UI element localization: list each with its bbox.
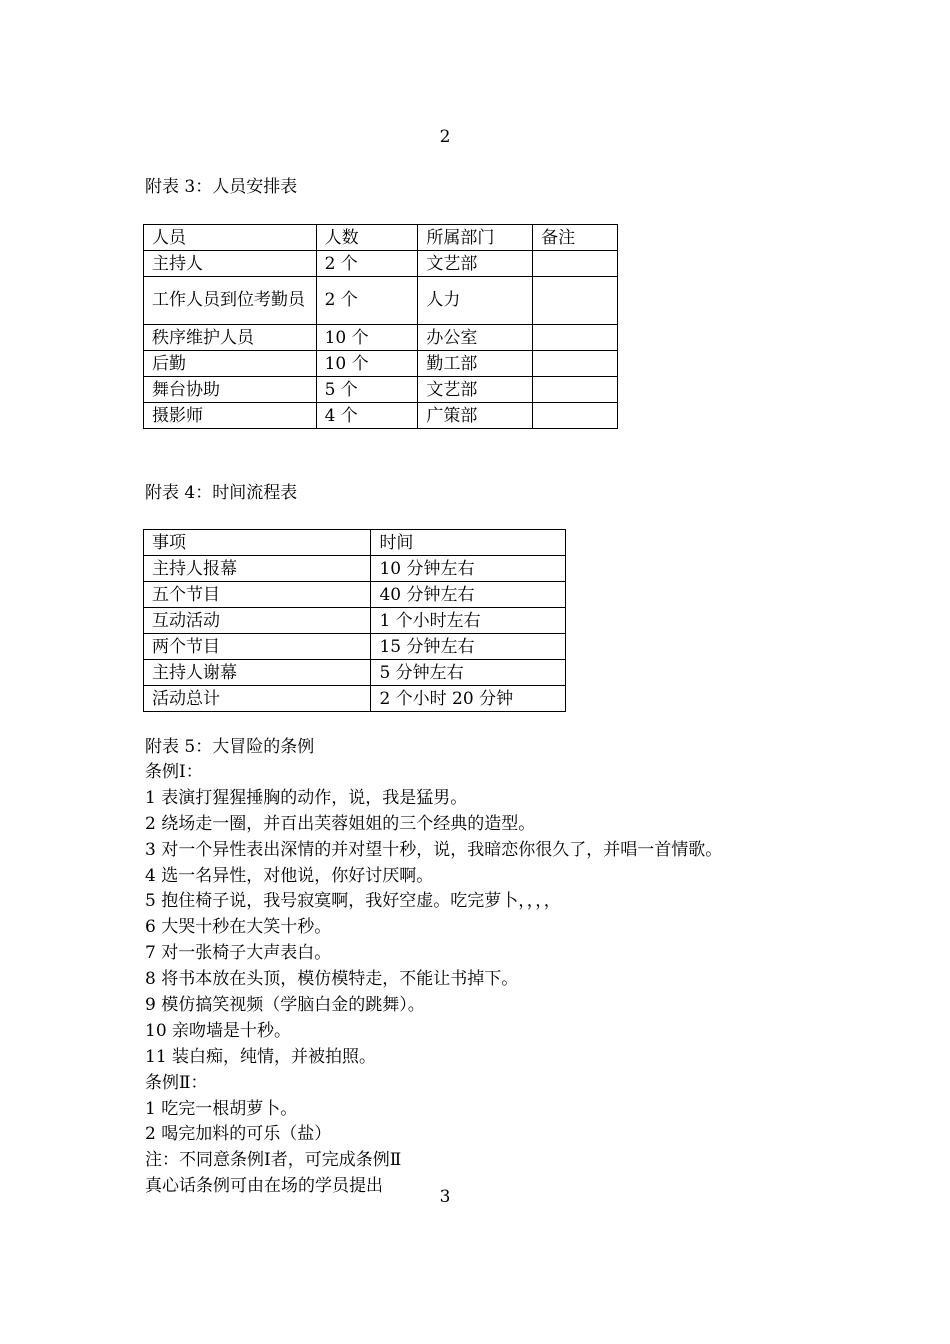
time-schedule-table [143,529,566,712]
rule-line: 6 大哭十秒在大笑十秒。 [145,917,332,938]
table-cell [533,277,618,325]
table-cell: 摄影师 [144,403,317,429]
table-cell: 2 个小时 20 分钟 [371,686,566,712]
table-cell: 广策部 [418,403,533,429]
table-cell: 主持人谢幕 [144,660,371,686]
staff-arrangement-table [143,224,618,429]
table-cell: 后勤 [144,351,317,377]
table5-caption: 附表 5：大冒险的条例 [145,737,315,757]
table-header-row [144,225,618,251]
table-cell [533,403,618,429]
table-cell: 10 个 [316,351,418,377]
table-cell: 文艺部 [418,251,533,277]
table-row [144,686,566,712]
table-row [144,660,566,686]
rule-line: 7 对一张椅子大声表白。 [145,943,332,964]
header-cell: 事项 [144,530,371,556]
table-cell: 4 个 [316,403,418,429]
rule-line: 4 选一名异性，对他说，你好讨厌啊。 [145,865,434,886]
table-cell: 5 个 [316,377,418,403]
page-number-top: 2 [439,127,451,147]
table-cell [533,325,618,351]
rule-line: 1 吃完一根胡萝卜。 [145,1098,298,1119]
table-cell: 10 分钟左右 [371,556,566,582]
rule-line: 3 对一个异性表出深情的并对望十秒，说，我暗恋你很久了，并唱一首情歌。 [145,839,723,860]
table-cell: 办公室 [418,325,533,351]
header-cell: 人数 [316,225,418,251]
table-row [144,608,566,634]
table-cell: 5 分钟左右 [371,660,566,686]
rule-line: 2 绕场走一圈，并百出芙蓉姐姐的三个经典的造型。 [145,813,536,834]
header-cell: 时间 [371,530,566,556]
dare-rules-list [145,760,722,1200]
table-cell: 40 分钟左右 [371,582,566,608]
table-cell: 人力 [418,277,533,325]
table-cell: 文艺部 [418,377,533,403]
rule-line: 条例Ⅰ： [145,762,203,782]
rule-line: 真心话条例可由在场的学员提出 [145,1176,383,1197]
table-row [144,556,566,582]
table-cell: 1 个小时左右 [371,608,566,634]
table-row [144,377,618,403]
table-cell: 15 分钟左右 [371,634,566,660]
table-row [144,277,618,325]
table-cell: 活动总计 [144,686,371,712]
table-cell: 10 个 [316,325,418,351]
table-cell [533,251,618,277]
header-cell: 人员 [144,225,317,251]
rule-line: 注：不同意条例Ⅰ者，可完成条例Ⅱ [145,1150,402,1171]
header-cell: 所属部门 [418,225,533,251]
rule-line: 10 亲吻墙是十秒。 [145,1020,292,1041]
table-row [144,634,566,660]
table-cell: 工作人员到位考勤员 [144,277,317,325]
table-cell: 勤工部 [418,351,533,377]
table-row [144,582,566,608]
table-cell: 主持人报幕 [144,556,371,582]
table-cell: 2 个 [316,251,418,277]
rule-line: 条例Ⅱ： [145,1072,208,1093]
table-cell [533,351,618,377]
table-cell: 秩序维护人员 [144,325,317,351]
table-cell: 两个节目 [144,634,371,660]
table-cell [533,377,618,403]
rule-line: 5 抱住椅子说，我号寂寞啊，我好空虚。吃完萝卜，，，， [145,891,561,912]
header-cell: 备注 [533,225,618,251]
table-header-row [144,530,566,556]
rule-line: 8 将书本放在头顶，模仿模特走，不能让书掉下。 [145,969,519,990]
table3-caption: 附表 3：人员安排表 [145,177,298,197]
table-row [144,325,618,351]
rule-line: 11 装白痴，纯情，并被拍照。 [145,1046,377,1067]
table-row [144,351,618,377]
table-cell: 主持人 [144,251,317,277]
rule-line: 2 喝完加料的可乐（盐） [145,1124,332,1145]
table-cell: 互动活动 [144,608,371,634]
table-cell: 舞台协助 [144,377,317,403]
table-row [144,251,618,277]
rule-line: 1 表演打猩猩捶胸的动作，说，我是猛男。 [145,787,468,808]
rule-line: 9 模仿搞笑视频（学脑白金的跳舞）。 [145,995,425,1016]
table-cell: 2 个 [316,277,418,325]
table-row [144,403,618,429]
table4-caption: 附表 4：时间流程表 [145,483,298,503]
page-number-bottom: 3 [439,1187,451,1207]
table-cell: 五个节目 [144,582,371,608]
